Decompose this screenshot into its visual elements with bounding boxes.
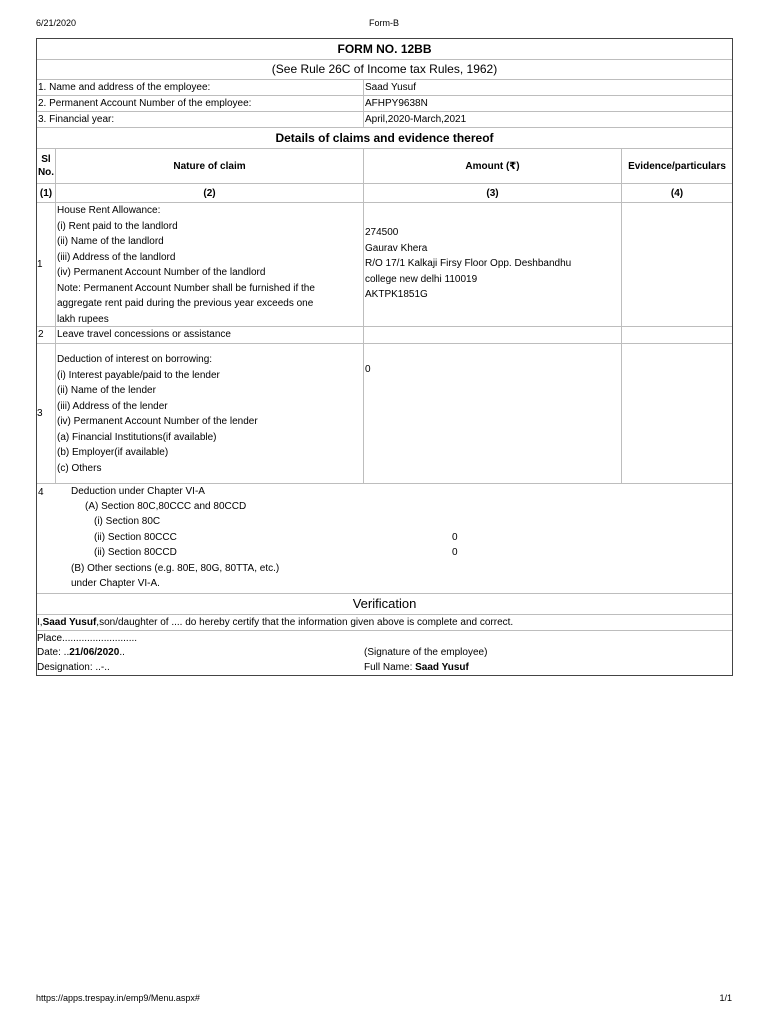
nature-line: (ii) Name of the lender	[57, 385, 156, 396]
row-evidence	[622, 327, 732, 343]
row-evidence	[622, 344, 732, 483]
certification-row	[37, 614, 732, 630]
row-nature: Leave travel concessions or assistance	[56, 327, 364, 343]
print-date: 6/21/2020	[36, 18, 77, 28]
print-url: https://apps.trespay.in/emp9/Menu.aspx#	[36, 993, 200, 1003]
designation-row	[37, 660, 732, 675]
full-name-label: Full Name:	[364, 662, 416, 673]
value-80ccc: 0	[452, 532, 458, 543]
place-field	[37, 631, 137, 646]
chapter-line: (i) Section 80C	[94, 516, 161, 527]
chapter-line: (B) Other sections (e.g. 80E, 80G, 80TTA, etc.)	[71, 563, 280, 574]
info-label: 2. Permanent Account Number of the employee:	[37, 96, 364, 111]
nature-line: (b) Employer(if available)	[57, 447, 169, 458]
date-value: 21/06/2020	[69, 647, 120, 658]
nature-line: (iv) Permanent Account Number of the lender	[57, 416, 258, 427]
table-row	[37, 483, 732, 593]
chapter-line: (A) Section 80C,80CCC and 80CCD	[85, 501, 247, 512]
form-number: FORM NO. 12BB	[337, 42, 432, 56]
info-label: 1. Name and address of the employee:	[37, 80, 364, 95]
place-row	[37, 630, 732, 645]
chapter-line: (ii) Section 80CCD	[94, 547, 177, 558]
designation-field: Designation: ..-..	[37, 662, 110, 673]
row-amount	[364, 203, 622, 326]
full-name-field	[364, 660, 469, 675]
info-row-name	[37, 79, 732, 95]
date-suffix: ..	[119, 647, 125, 658]
signature-label: (Signature of the employee)	[364, 647, 488, 658]
info-row-year	[37, 111, 732, 127]
print-title: Form-B	[369, 18, 399, 28]
form-12bb	[36, 38, 733, 676]
amount-line: AKTPK1851G	[365, 289, 428, 300]
chapter-line: Deduction under Chapter VI-A	[71, 486, 205, 497]
row-nature	[56, 203, 364, 326]
cert-employee-name: Saad Yusuf	[42, 617, 97, 628]
rule-reference: (See Rule 26C of Income tax Rules, 1962)	[271, 62, 498, 76]
col-number-2: (2)	[56, 184, 364, 202]
verification-title-row	[37, 593, 732, 614]
certification-text	[37, 615, 732, 630]
nature-line: lakh rupees	[57, 313, 109, 325]
chapter-line: under Chapter VI-A.	[71, 578, 160, 589]
page-count: 1/1	[719, 993, 732, 1003]
date-row	[37, 645, 732, 660]
col-header-nature: Nature of claim	[56, 149, 364, 183]
info-value: AFHPY9638N	[365, 98, 428, 109]
col-header-sl: Sl No.	[37, 149, 56, 183]
col-header-evidence: Evidence/particulars	[628, 160, 726, 172]
row-nature	[56, 344, 364, 483]
nature-line: (c) Others	[57, 462, 102, 474]
amount-line: Gaurav Khera	[365, 242, 428, 254]
col-number-4: (4)	[670, 187, 684, 199]
row-sl: 2	[37, 327, 56, 343]
nature-line: (iv) Permanent Account Number of the landlord	[57, 267, 266, 278]
details-title-row	[37, 127, 732, 148]
amount-line: R/O 17/1 Kalkaji Firsy Floor Opp. Deshbandhu	[365, 258, 572, 269]
nature-line: (ii) Name of the landlord	[57, 236, 164, 247]
nature-line: Deduction of interest on borrowing:	[57, 354, 213, 365]
nature-line: (iii) Address of the landlord	[57, 251, 176, 263]
row-sl: 1	[37, 203, 56, 326]
col-number-1: (1)	[37, 184, 56, 202]
row-amount: 0	[364, 344, 622, 483]
amount-line: 274500	[365, 227, 399, 238]
nature-line: (iii) Address of the lender	[57, 400, 168, 412]
row-sl: 3	[37, 344, 56, 483]
nature-line: House Rent Allowance:	[57, 205, 161, 216]
nature-line: (a) Financial Institutions(if available)	[57, 431, 217, 443]
col-number-3: (3)	[364, 184, 622, 202]
chapter-line: (ii) Section 80CCC	[94, 532, 177, 543]
print-header	[36, 18, 732, 32]
details-title: Details of claims and evidence thereof	[275, 131, 494, 145]
nature-line: Note: Permanent Account Number shall be furnished if the	[57, 282, 315, 294]
table-row	[37, 343, 732, 483]
full-name-value: Saad Yusuf	[415, 662, 469, 673]
print-footer	[36, 993, 732, 1007]
amount-line: college new delhi 110019	[365, 273, 478, 285]
row-amount	[364, 327, 622, 343]
row-sl: 4	[38, 487, 44, 498]
col-header-amount: Amount (₹)	[364, 149, 622, 183]
nature-line: aggregate rent paid during the previous year exceeds one	[57, 298, 314, 309]
value-80ccd: 0	[452, 547, 458, 558]
info-label: 3. Financial year:	[37, 112, 364, 127]
claims-table-header	[37, 148, 732, 183]
info-value: April,2020-March,2021	[365, 114, 467, 125]
place-label: Place	[37, 633, 63, 644]
cert-body: ,son/daughter of .... do hereby certify that the information given above is complete and correct.	[96, 617, 514, 628]
rule-row	[37, 59, 732, 79]
nature-line: (i) Rent paid to the landlord	[57, 220, 178, 232]
table-row	[37, 202, 732, 326]
info-row-pan	[37, 95, 732, 111]
info-value: Saad Yusuf	[365, 82, 416, 93]
form-number-row	[37, 39, 732, 59]
date-field	[37, 645, 125, 660]
verification-title: Verification	[352, 596, 417, 611]
cert-prefix: I,	[37, 617, 43, 628]
nature-line: (i) Interest payable/paid to the lender	[57, 369, 220, 381]
place-value: ...........................	[62, 633, 138, 644]
table-row	[37, 326, 732, 343]
claims-table-numbering	[37, 183, 732, 202]
row-evidence	[622, 203, 732, 326]
date-label: Date: ..	[37, 647, 70, 658]
